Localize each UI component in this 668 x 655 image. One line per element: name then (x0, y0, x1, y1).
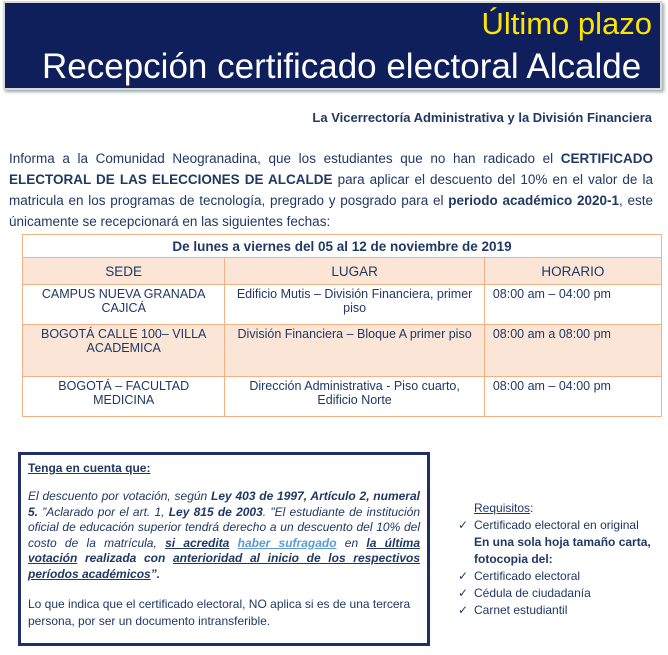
checkmark-icon: ✓ (458, 586, 469, 600)
cell-sede: CAMPUS NUEVA GRANADA CAJICÁ (23, 285, 225, 325)
haber-sufragado-link: haber sufragado (237, 535, 337, 550)
table-row (23, 377, 662, 417)
table-row (23, 285, 662, 325)
deadline-kicker: Último plazo (481, 6, 652, 41)
requirements-list (458, 500, 663, 619)
legal-quote: El descuento por votación, según Ley 403 de 1997, Artículo 2, numeral 5. ”Aclarado por el art. 1, Ley 815 de 2003. "El estudiante de institución oficial de educación superior tendrá derecho a un descuento del 10% del costo de la matrícula, si acredita haber sufragado en la última votación realizada con anterioridad al inicio de los respectivos períodos académicos”. (28, 489, 421, 581)
legal-note-box (18, 452, 430, 646)
list-item: ✓ Certificado electoral en original (458, 518, 639, 532)
col-header-horario: HORARIO (484, 258, 661, 285)
checkmark-icon: ✓ (458, 569, 469, 583)
schedule-table (22, 234, 662, 417)
cell-lugar: Edificio Mutis – División Financiera, primer piso (225, 285, 484, 325)
cell-lugar: División Financiera – Bloque A primer piso (225, 325, 484, 377)
issuing-organization: La Vicerrectoría Administrativa y la División Financiera (312, 110, 652, 125)
list-item: ✓ Carnet estudiantil (458, 603, 568, 617)
col-header-lugar: LUGAR (225, 258, 484, 285)
note-conclusion: Lo que indica que el certificado electoral, NO aplica si es de una tercera persona, por ser un documento intransferible. (28, 597, 411, 628)
col-header-sede: SEDE (23, 258, 225, 285)
requirements-subheading: En una sola hoja tamaño carta, fotocopia del: (474, 535, 651, 566)
header-banner (3, 1, 662, 90)
note-heading: Tenga en cuenta que: (28, 461, 151, 475)
cell-lugar: Dirección Administrativa - Piso cuarto, Edificio Norte (225, 377, 484, 417)
checkmark-icon: ✓ (458, 603, 469, 617)
cell-sede: BOGOTÁ CALLE 100– VILLA ACADEMICA (23, 325, 225, 377)
requirements-heading: Requisitos: (474, 501, 534, 515)
cell-horario: 08:00 am – 04:00 pm (484, 285, 661, 325)
checkmark-icon: ✓ (458, 518, 469, 532)
table-row (23, 325, 662, 377)
list-item: ✓ Certificado electoral (458, 569, 581, 583)
list-item: ✓ Cédula de ciudadanía (458, 586, 591, 600)
cell-horario: 08:00 am a 08:00 pm (484, 325, 661, 377)
cell-sede: BOGOTÁ – FACULTAD MEDICINA (23, 377, 225, 417)
intro-paragraph: Informa a la Comunidad Neogranadina, que los estudiantes que no han radicado el CERTIFICADO ELECTORAL DE LAS ELECCIONES DE ALCALDE para aplicar el descuento del 10% en el valor de la matricula en los programas de tecnología, pregrado y posgrado para el periodo académico 2020-1, este únicamente se recepcionará en las siguientes fechas: (9, 151, 653, 229)
cell-horario: 08:00 am – 04:00 pm (484, 377, 661, 417)
schedule-caption: De lunes a viernes del 05 al 12 de noviembre de 2019 (22, 234, 662, 257)
page-title: Recepción certificado electoral Alcalde (42, 47, 642, 86)
